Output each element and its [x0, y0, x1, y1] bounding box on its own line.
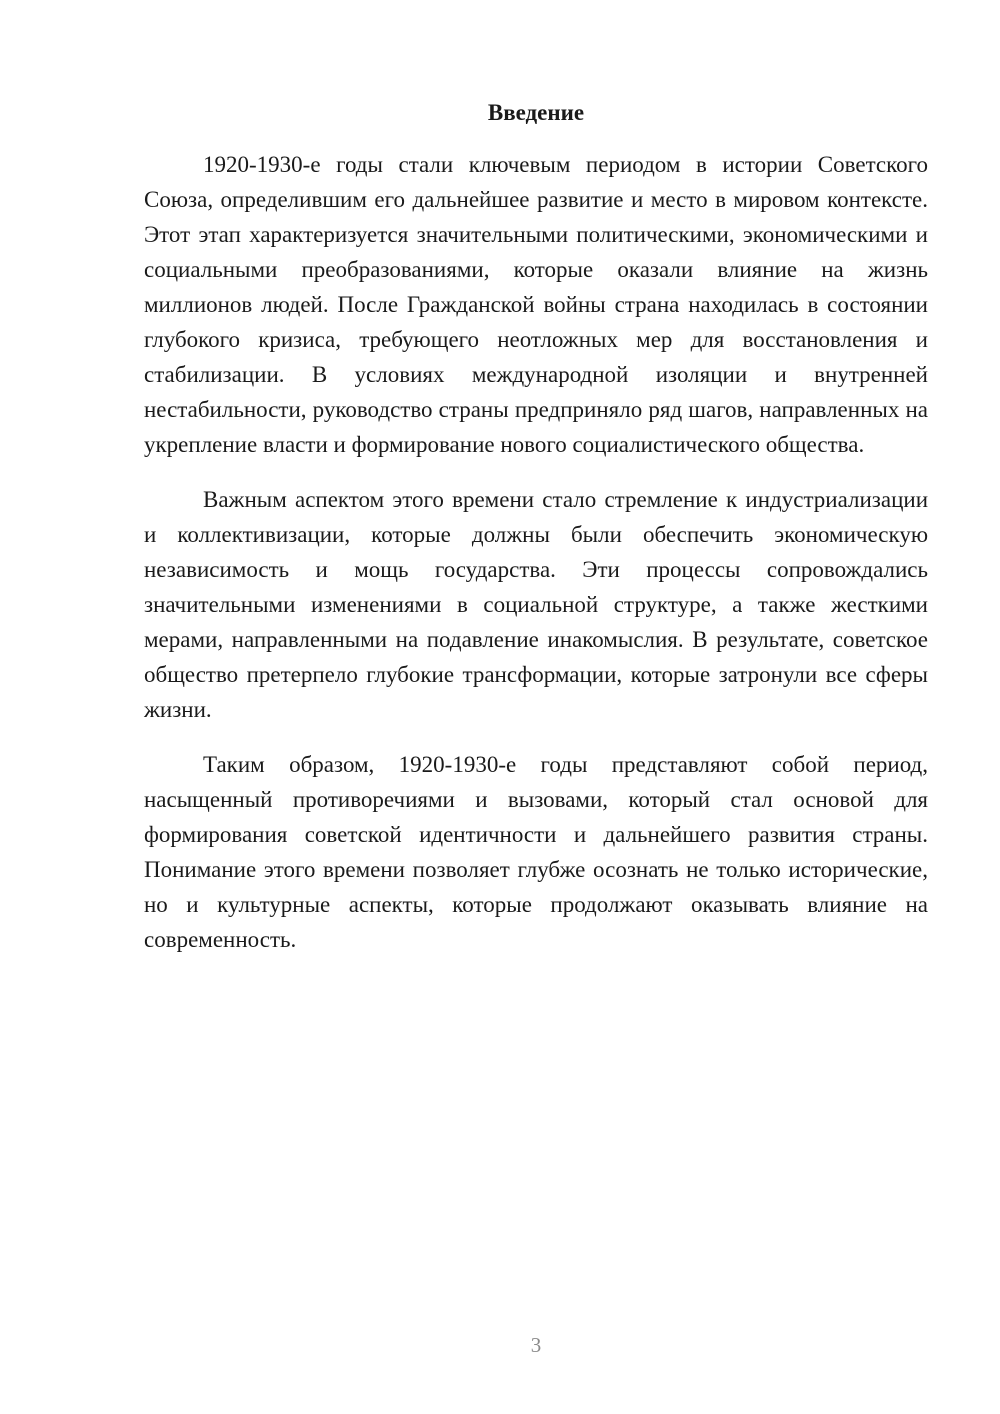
section-title: Введение: [487, 100, 585, 125]
paragraph-1: 1920-1930-е годы стали ключевым периодом в истории Советского Союза, определившим его дальнейшее развитие и место в мировом контексте. Этот этап характеризуется значительными политическими, экономическими и социальными преобразованиями, которые оказали влияние на жизнь миллионов людей. После Гражданской войны страна находилась в состоянии глубокого кризиса, требующего неотложных мер для восстановления и стабилизации. В условиях международной изоляции и внутренней нестабильности, руководство страны предприняло ряд шагов, направленных на укрепление власти и формирование нового социалистического общества.: [144, 152, 928, 457]
paragraph-2: Важным аспектом этого времени стало стремление к индустриализации и коллективизации, которые должны были обеспечить экономическую независимость и мощь государства. Эти процессы сопровождались значительными изменениями в социальной структуре, а также жесткими мерами, направленными на подавление инакомыслия. В результате, советское общество претерпело глубокие трансформации, которые затронули все сферы жизни.: [144, 487, 928, 722]
page-number: 3: [530, 1333, 542, 1357]
page-content: [144, 95, 928, 977]
paragraph-3: Таким образом, 1920-1930-е годы представляют собой период, насыщенный противоречиями и вызовами, который стал основой для формирования советской идентичности и дальнейшего развития страны. Понимание этого времени позволяет глубже осознать не только исторические, но и культурные аспекты, которые продолжают оказывать влияние на современность.: [144, 752, 928, 952]
